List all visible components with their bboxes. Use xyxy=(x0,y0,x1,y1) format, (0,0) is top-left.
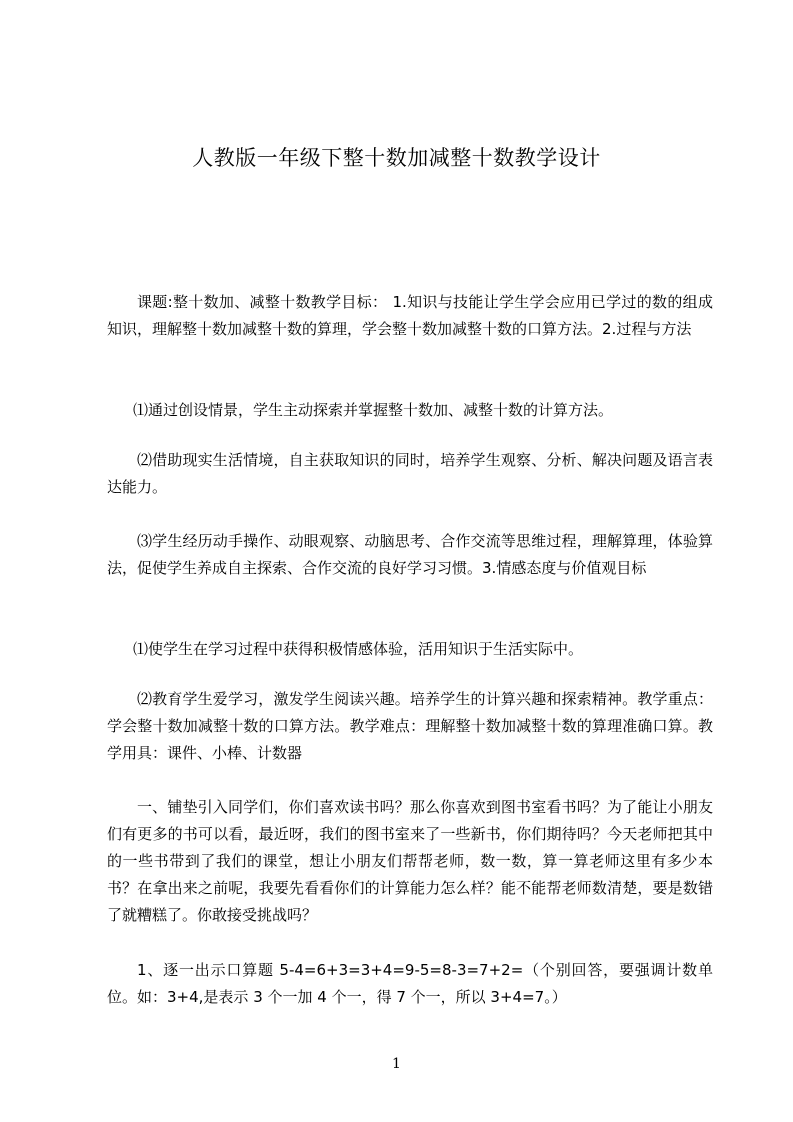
paragraph-intro: 一、铺垫引入同学们，你们喜欢读书吗？那么你喜欢到图书室看书吗？为了能让小朋友们有更多的书可以看，最近呀，我们的图书室来了一些新书，你们期待吗？今天老师把其中的一些书带到了我们的课堂，想让小朋友们帮帮老师，数一数，算一算老师这里有多少本书？在拿出来之前呢，我要先看看你们的计算能力怎么样？能不能帮老师数清楚，要是数错了就糟糕了。你敢接受挑战吗？ xyxy=(107,798,713,924)
paragraph-emotion-2: ⑵教育学生爱学习，激发学生阅读兴趣。培养学生的计算兴趣和探索精神。教学重点：学会整十数加减整十数的口算方法。教学难点：理解整十数加减整十数的算理准确口算。教学用具：课件、小棒、计数器 xyxy=(107,690,713,762)
document-title: 人教版一年级下整十数加减整十数教学设计 xyxy=(192,146,601,170)
page-number: 1 xyxy=(392,1056,401,1072)
paragraph-process-3: ⑶学生经历动手操作、动眼观察、动脑思考、合作交流等思维过程，理解算理，体验算法，促使学生养成自主探索、合作交流的良好学习习惯。3.情感态度与价值观目标 xyxy=(107,532,713,577)
paragraph-exercise-1: 1、逐一出示口算题 5-4=6+3=3+4=9-5=8-3=7+2=（个别回答，要强调计数单位。如：3+4,是表示 3 个一加 4 个一，得 7 个一，所以 3+4=7。） xyxy=(107,961,713,1006)
paragraph-process-1: ⑴通过创设情景，学生主动探索并掌握整十数加、减整十数的计算方法。 xyxy=(133,401,614,419)
paragraph-emotion-1: ⑴使学生在学习过程中获得积极情感体验，活用知识于生活实际中。 xyxy=(133,640,584,658)
paragraph-process-2: ⑵借助现实生活情境，自主获取知识的同时，培养学生观察、分析、解决问题及语言表达能力。 xyxy=(107,451,713,496)
paragraph-objectives: 课题:整十数加、减整十数教学目标： 1.知识与技能让学生学会应用已学过的数的组成知识，理解整十数加减整十数的算理，学会整十数加减整十数的口算方法。2.过程与方法 xyxy=(107,293,713,338)
